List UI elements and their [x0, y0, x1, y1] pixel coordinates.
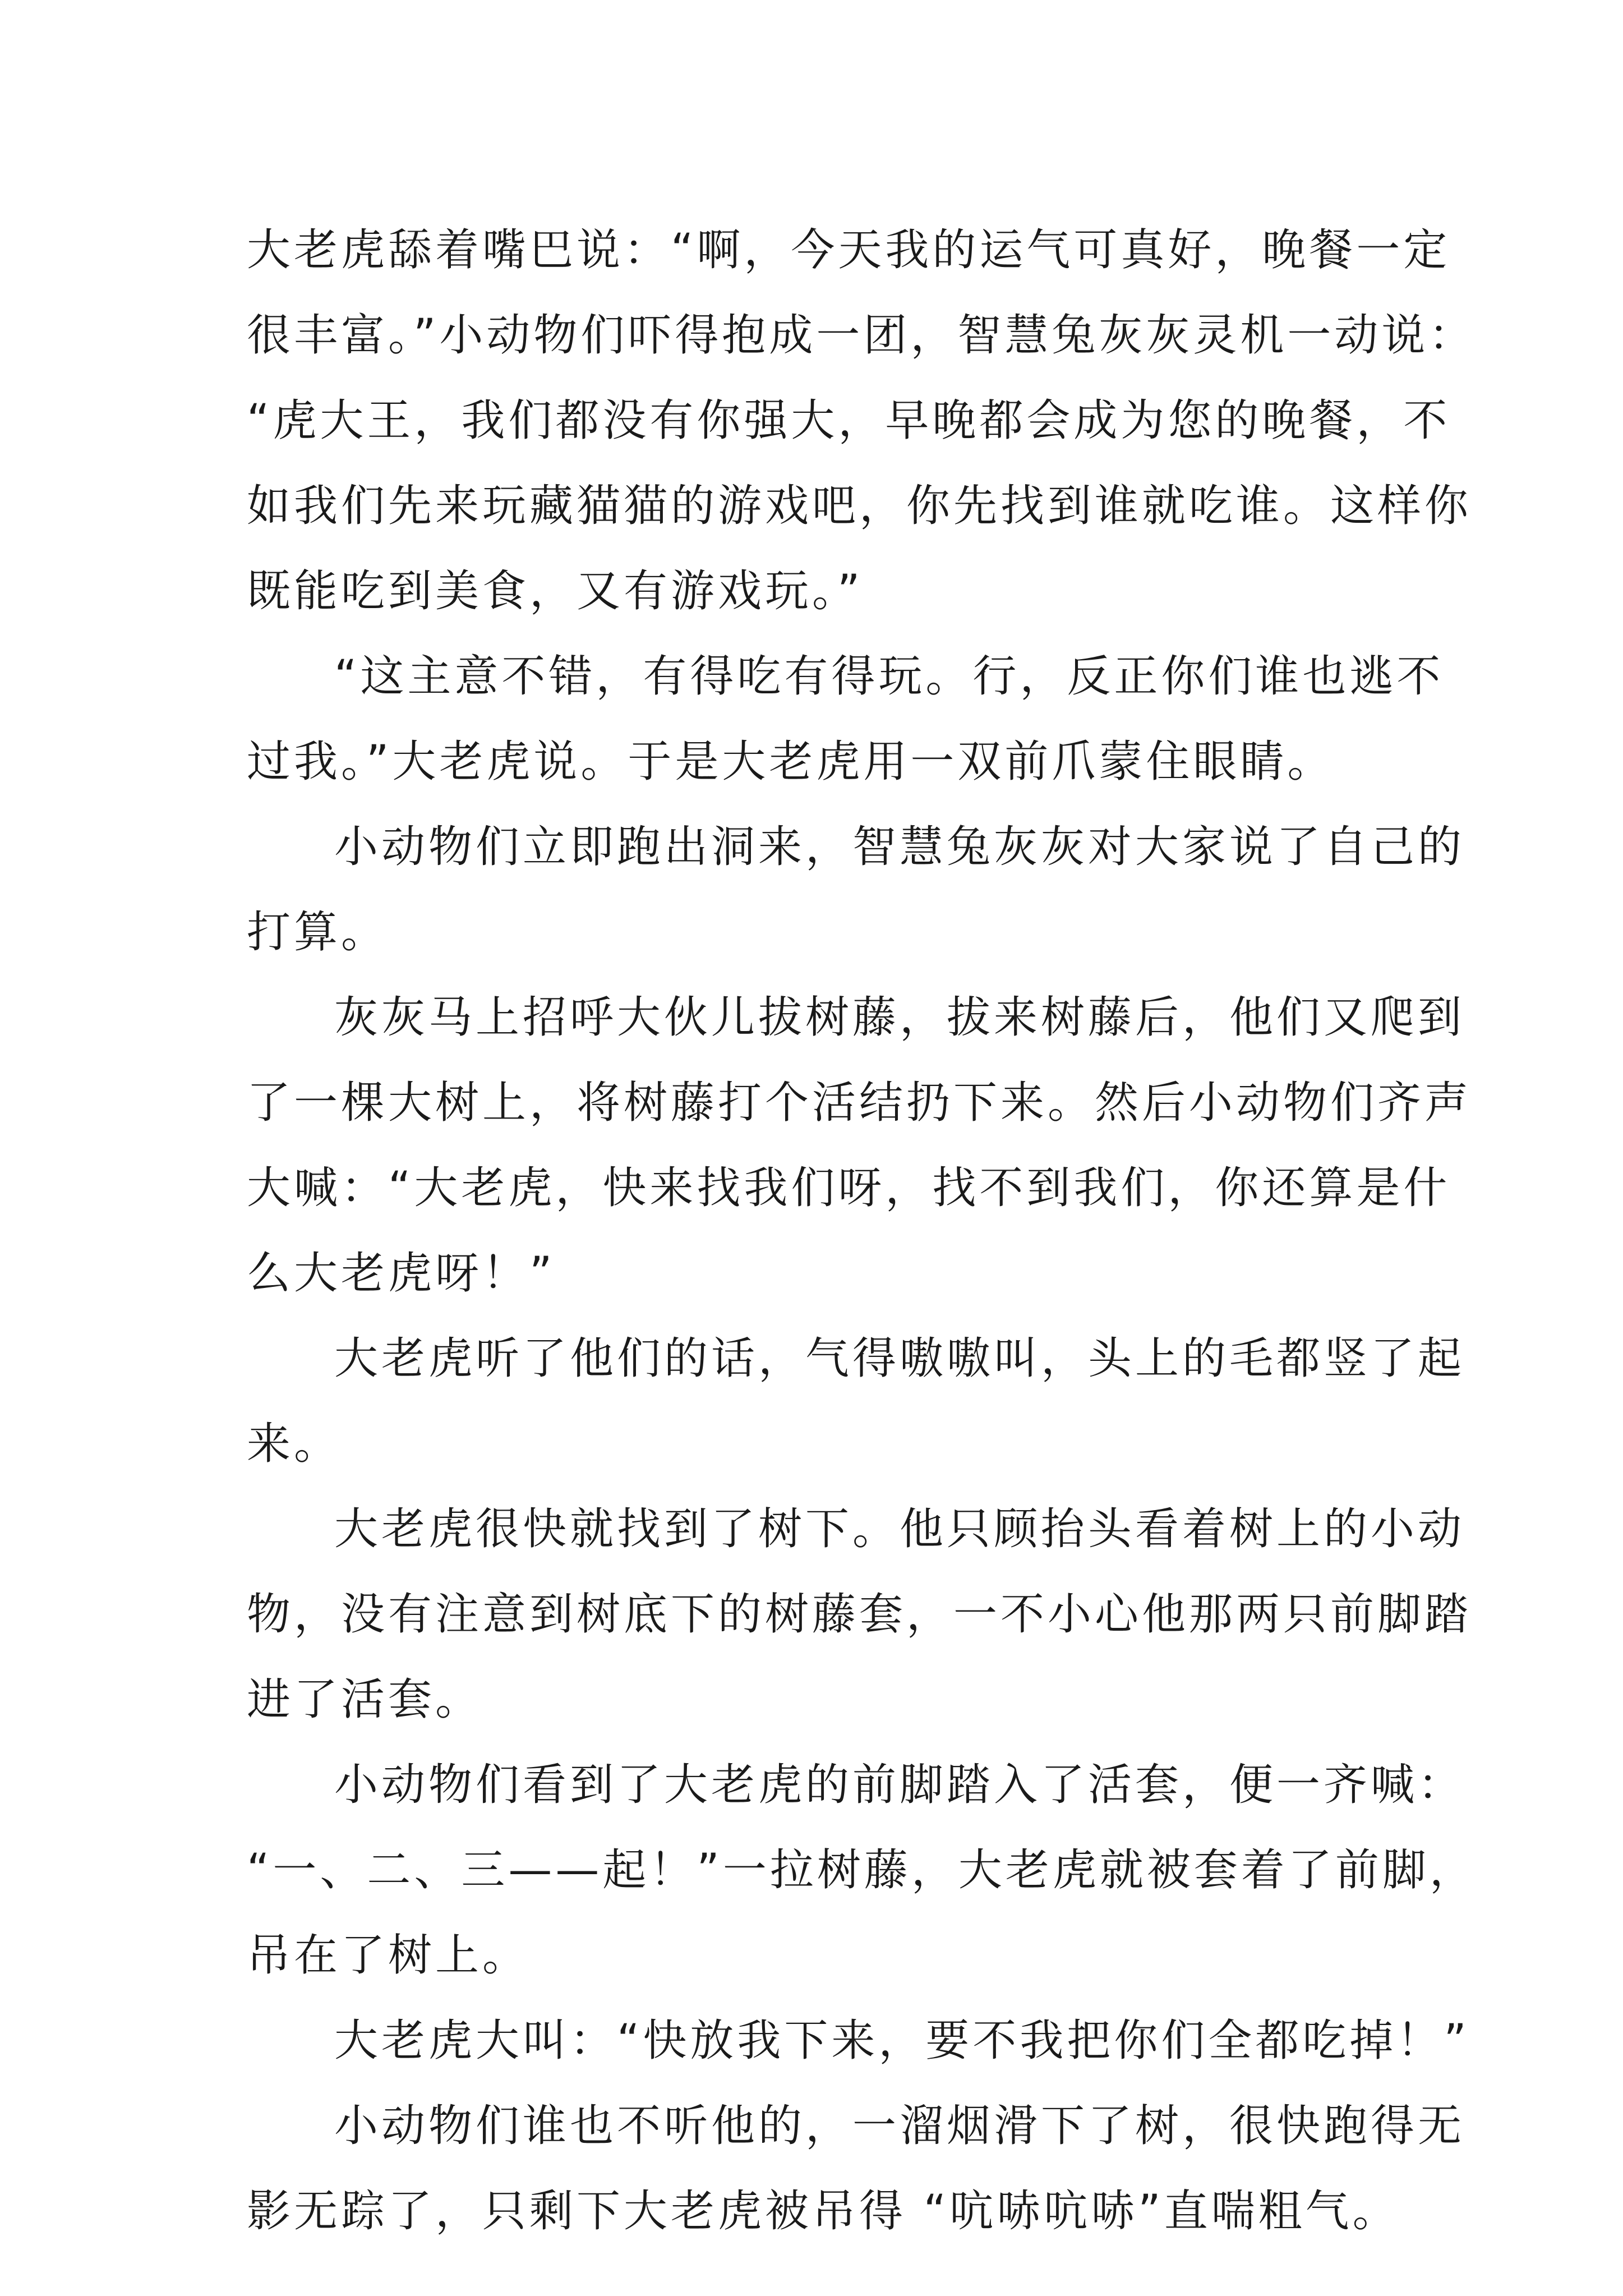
text-line: 大老虎很快就找到了树下。他只顾抬头看着树上的小动 — [334, 1504, 1465, 1554]
text-line: 打算。 — [247, 907, 389, 958]
text-line: 大喊：“大老虎，快来找我们呀，找不到我们，你还算是什 — [247, 1163, 1451, 1213]
text-line: 大老虎听了他们的话，气得嗷嗷叫，头上的毛都竖了起 — [334, 1333, 1465, 1384]
text-line: 既能吃到美食，又有游戏玩。” — [247, 566, 864, 616]
text-line: 吊在了树上。 — [247, 1930, 530, 1981]
text-line: 大老虎大叫：“快放我下来，要不我把你们全都吃掉！” — [334, 2016, 1470, 2066]
text-line: 过我。”大老虎说。于是大老虎用一双前爪蒙住眼睛。 — [247, 737, 1335, 787]
text-line: 了一棵大树上，将树藤打个活结扔下来。然后小动物们齐声 — [247, 1078, 1472, 1128]
text-line: 如我们先来玩藏猫猫的游戏吧，你先找到谁就吃谁。这样你 — [247, 481, 1472, 531]
text-line: 很丰富。”小动物们吓得抱成一团，智慧兔灰灰灵机一动说： — [247, 310, 1476, 361]
text-line: 大老虎舔着嘴巴说：“啊，今天我的运气可真好，晚餐一定 — [247, 225, 1451, 275]
text-line: “这主意不错，有得吃有得玩。行，反正你们谁也逃不 — [334, 651, 1444, 702]
text-line: 小动物们立即跑出洞来，智慧兔灰灰对大家说了自己的 — [334, 822, 1465, 872]
text-line: “虎大王，我们都没有你强大，早晚都会成为您的晚餐，不 — [247, 395, 1451, 446]
text-line: 灰灰马上招呼大伙儿拔树藤，拔来树藤后，他们又爬到 — [334, 992, 1465, 1043]
text-line: 小动物们看到了大老虎的前脚踏入了活套，便一齐喊： — [334, 1760, 1465, 1810]
text-line: 么大老虎呀！” — [247, 1248, 556, 1299]
text-line: 来。 — [247, 1419, 342, 1469]
text-line: 进了活套。 — [247, 1674, 483, 1725]
story-text — [247, 208, 1477, 2254]
text-line: 物，没有注意到树底下的树藤套，一不小心他那两只前脚踏 — [247, 1589, 1472, 1640]
text-line: 小动物们谁也不听他的，一溜烟滑下了树，很快跑得无 — [334, 2101, 1465, 2151]
text-line: 影无踪了，只剩下大老虎被吊得 “吭哧吭哧”直喘粗气。 — [247, 2186, 1400, 2237]
text-line: “一、二、三——起！”一拉树藤，大老虎就被套着了前脚， — [247, 1845, 1477, 1895]
